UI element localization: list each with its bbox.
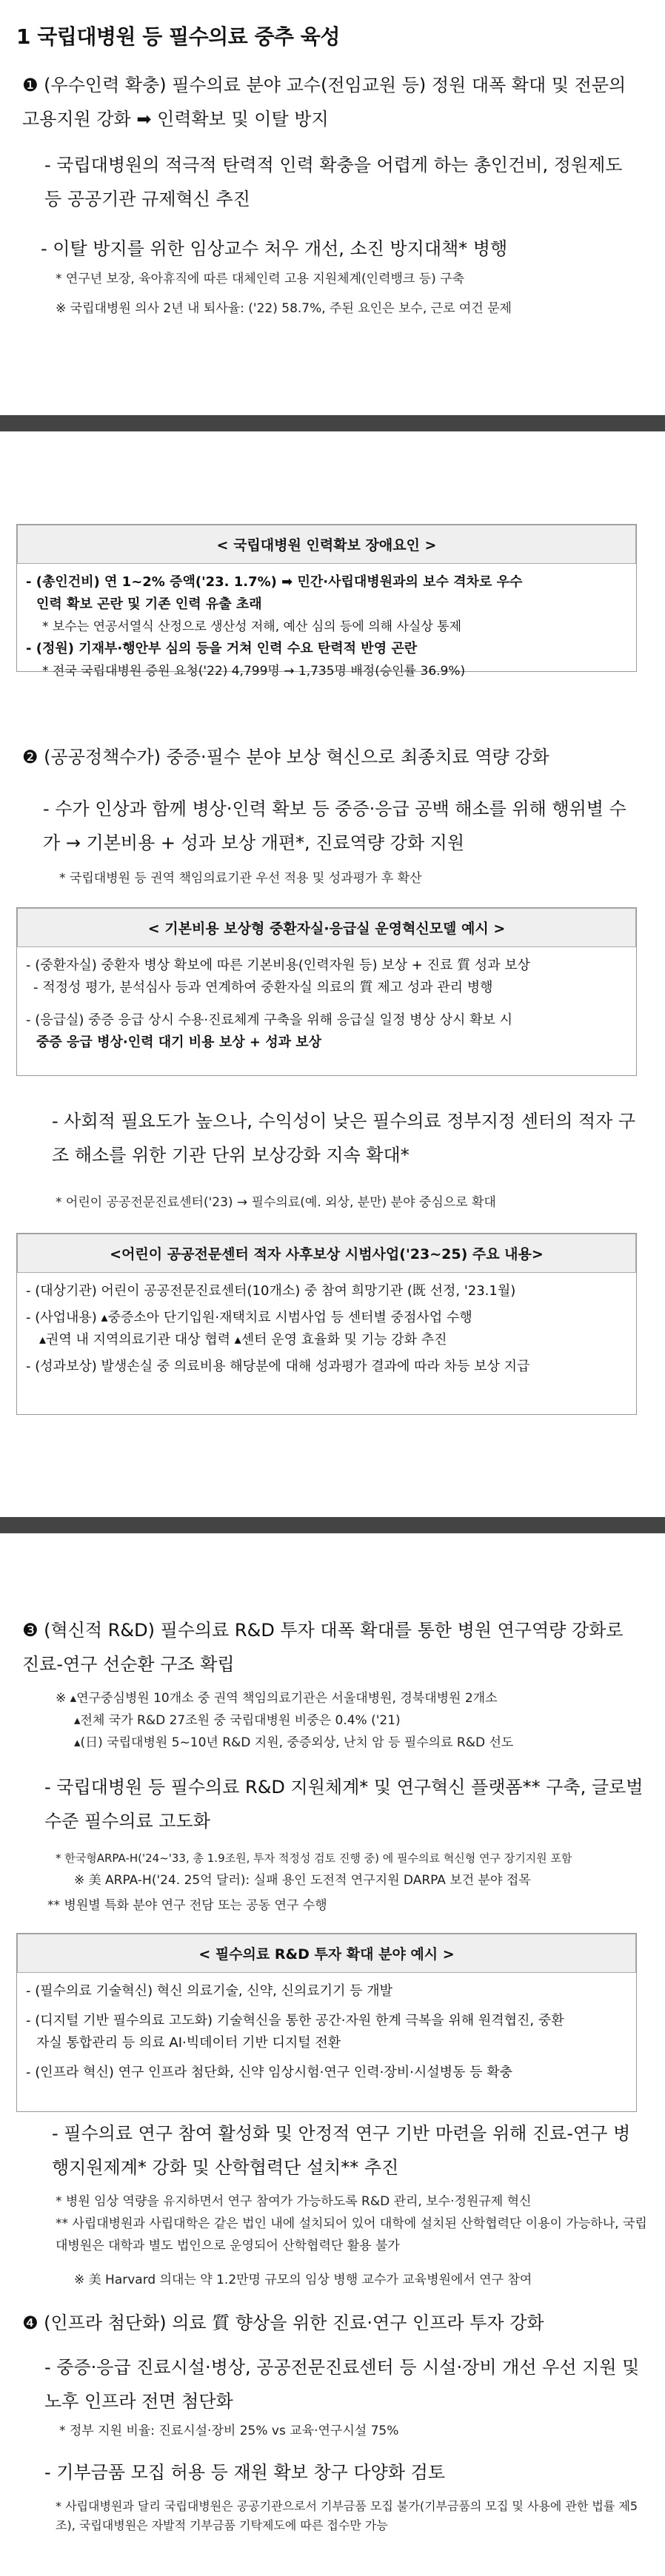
box-rnd-fields: [16, 1933, 637, 2112]
bullet-4: [22, 2306, 644, 2340]
note-11: * 병원 임상 역량을 유지하면서 연구 참여가 가능하도록 R&D 관리, 보수·정원규제 혁신: [56, 2194, 532, 2209]
box-line: ▴권역 내 지역의료기관 대상 협력 ▴센터 운영 효율화 및 기능 강화 추진: [39, 1332, 447, 1348]
page-separator: [0, 415, 665, 431]
box-line: * 보수는 연공서열식 산정으로 생산성 저해, 예산 심의 등에 의해 사실상 통제: [42, 619, 462, 634]
bullet-2-text: (공공정책수가) 중증·필수 분야 보상 혁신으로 최종치료 역량 강화: [44, 747, 549, 767]
bullet-marker: ❷: [22, 747, 39, 767]
sub-item-8: - 기부금품 모집 허용 등 재원 확보 창구 다양화 검토: [44, 2462, 445, 2483]
box-line: - (중환자실) 중환자 병상 확보에 따른 기본비용(인력자원 등) 보상 + 진료 質 성과 보상: [26, 958, 531, 973]
box-line: - (필수의료 기술혁신) 혁신 의료기술, 신약, 신의료기기 등 개발: [26, 1983, 393, 1999]
bullet-1: [22, 68, 644, 136]
note-14: * 정부 지원 비율: 진료시설·장비 25% vs 교육·연구시설 75%: [59, 2424, 399, 2438]
sub-item-3: - 수가 인상과 함께 병상·인력 확보 등 중증·응급 공백 해소를 위해 행위별 수가 → 기본비용 + 성과 보상 개편*, 진료역량 강화 지원: [43, 798, 626, 853]
bullet-marker: ❹: [22, 2313, 39, 2333]
note-4: * 어린이 공공전문진료센터('23) → 필수의료(예. 외상, 분만) 분야 중심으로 확대: [56, 1195, 496, 1210]
bullet-1-text: (우수인력 확충) 필수의료 분야 교수(전임교원 등) 정원 대폭 확대 및 전문의 고용지원 강화 ➡ 인력확보 및 이탈 방지: [22, 75, 626, 130]
note-5: ※ ▴연구중심병원 10개소 중 권역 책임의료기관은 서울대병원, 경북대병원 2개소: [56, 1691, 498, 1706]
box-icu-er-model: [16, 907, 637, 1076]
box-title: <어린이 공공전문센터 적자 사후보상 시범사업('23~25) 주요 내용>: [17, 1234, 636, 1273]
box-line: * 전국 국립대병원 증원 요청('22) 4,799명 → 1,735명 배정(승인률 36.9%): [42, 664, 466, 679]
box-line: - (정원) 기재부·행안부 심의 등을 거쳐 인력 수요 탄력적 반영 곤란: [26, 641, 418, 656]
bullet-2: [22, 740, 644, 774]
box-title: < 기본비용 보상형 중환자실·응급실 운영혁신모델 예시 >: [17, 908, 636, 947]
box-title: < 필수의료 R&D 투자 확대 분야 예시 >: [17, 1934, 636, 1973]
sub-item-6: - 필수의료 연구 참여 활성화 및 안정적 연구 기반 마련을 위해 진료-연구 병행지원제계* 강화 및 산학협력단 설치** 추진: [52, 2123, 631, 2178]
note-15: * 사립대병원과 달리 국립대병원은 공공기관으로서 기부금품 모집 불가(기부금품의 모집 및 사용에 관한 법률 제5조), 국립대병원은 자발적 기부금품 기탁제도에 따른 접수만 가능: [56, 2499, 638, 2532]
box-line: - (대상기관) 어린이 공공전문진료센터(10개소) 중 참여 희망기관 (既 선정, '23.1월): [26, 1283, 516, 1299]
note-7: ▴(日) 국립대병원 5~10년 R&D 지원, 중증외상, 난치 암 등 필수의료 R&D 선도: [74, 1735, 514, 1750]
bullet-3: [22, 1613, 644, 1681]
box-line: - (응급실) 중증 응급 상시 수용·진료체계 구축을 위해 응급실 일정 병상 상시 확보 시: [26, 1012, 513, 1028]
bullet-3-text: (혁신적 R&D) 필수의료 R&D 투자 대폭 확대를 통한 병원 연구역량 강화로 진료-연구 선순환 구조 확립: [22, 1620, 624, 1675]
box-line: - (디지털 기반 필수의료 고도화) 기술혁신을 통한 공간·자원 한계 극복을 위해 원격협진, 중환: [26, 2013, 564, 2028]
box-line: - (사업내용) ▴중증소아 단기입원·재택치료 시범사업 등 센터별 중점사업 수행: [26, 1310, 472, 1325]
note-6: ▴전체 국가 R&D 27조원 중 국립대병원 비중은 0.4% ('21): [74, 1713, 401, 1728]
sub-item-5: - 국립대병원 등 필수의료 R&D 지원체계* 및 연구혁신 플랫폼** 구축, 글로벌 수준 필수의료 고도화: [44, 1777, 644, 1832]
sub-item-4: - 사회적 필요도가 높으나, 수익성이 낮은 필수의료 정부지정 센터의 적자 구조 해소를 위한 기관 단위 보상강화 지속 확대*: [52, 1111, 636, 1166]
note-2: ※ 국립대병원 의사 2년 내 퇴사율: ('22) 58.7%, 주된 요인은 보수, 근로 여건 문제: [56, 301, 512, 316]
note-1: * 연구년 보장, 육아휴직에 따른 대체인력 고용 지원체계(인력뱅크 등) 구축: [56, 272, 465, 286]
note-10: ** 병원별 특화 분야 연구 전담 또는 공동 연구 수행: [47, 1898, 327, 1913]
page-separator: [0, 1517, 665, 1533]
box-line: - (총인건비) 연 1~2% 증액('23. 1.7%) ➡ 민간·사립대병원과의 보수 격차로 우수: [26, 574, 523, 590]
box-line: 인력 확보 곤란 및 기존 인력 유출 초래: [36, 596, 262, 612]
box-line: 중증 응급 병상·인력 대기 비용 보상 + 성과 보상: [36, 1035, 322, 1050]
note-3: * 국립대병원 등 권역 책임의료기관 우선 적용 및 성과평가 후 확산: [59, 871, 422, 886]
sub-item-2: - 이탈 방지를 위한 임상교수 처우 개선, 소진 방지대책* 병행: [41, 238, 508, 259]
box-staffing-obstacles: [16, 524, 637, 679]
note-12: ** 사립대병원과 사립대학은 같은 법인 내에 설치되어 있어 대학에 설치된 산학협력단 이용이 가능하나, 국립대병원은 대학과 별도 법인으로 운영되어 산학협력단 활용 불가: [56, 2216, 647, 2253]
note-8: * 한국형ARPA-H('24~'33, 총 1.9조원, 투자 적정성 검토 진행 중) 에 필수의료 혁신형 연구 장기지원 포함: [56, 1852, 572, 1865]
box-title: < 국립대병원 인력확보 장애요인 >: [17, 525, 636, 564]
box-line: - 적정성 평가, 분석심사 등과 연계하여 중환자실 의료의 質 제고 성과 관리 병행: [33, 980, 493, 995]
bullet-4-text: (인프라 첨단화) 의료 質 향상을 위한 진료·연구 인프라 투자 강화: [44, 2313, 544, 2333]
box-line: - (인프라 혁신) 연구 인프라 첨단화, 신약 임상시험·연구 인력·장비·시설병동 등 확충: [26, 2065, 513, 2080]
box-line: - (성과보상) 발생손실 중 의료비용 해당분에 대해 성과평가 결과에 따라 차등 보상 지급: [26, 1359, 530, 1374]
box-children-center: [16, 1233, 637, 1415]
bullet-marker: ❶: [22, 75, 39, 95]
note-9: ※ 美 ARPA-H('24. 25억 달러): 실패 용인 도전적 연구지원 DARPA 보건 분야 접목: [74, 1873, 531, 1888]
sub-item-7: - 중증·응급 진료시설·병상, 공공전문진료센터 등 시설·장비 개선 우선 지원 및 노후 인프라 전면 첨단화: [44, 2357, 640, 2412]
box-line: 자실 통합관리 등 의료 AI·빅데이터 기반 디지털 전환: [36, 2035, 341, 2051]
section-heading: 1 국립대병원 등 필수의료 중추 육성: [16, 24, 340, 49]
note-13: ※ 美 Harvard 의대는 약 1.2만명 규모의 임상 병행 교수가 교육병원에서 연구 참여: [74, 2273, 532, 2287]
sub-item-1: - 국립대병원의 적극적 탄력적 인력 확충을 어렵게 하는 총인건비, 정원제도 등 공공기관 규제혁신 추진: [44, 155, 623, 209]
bullet-marker: ❸: [22, 1620, 39, 1641]
